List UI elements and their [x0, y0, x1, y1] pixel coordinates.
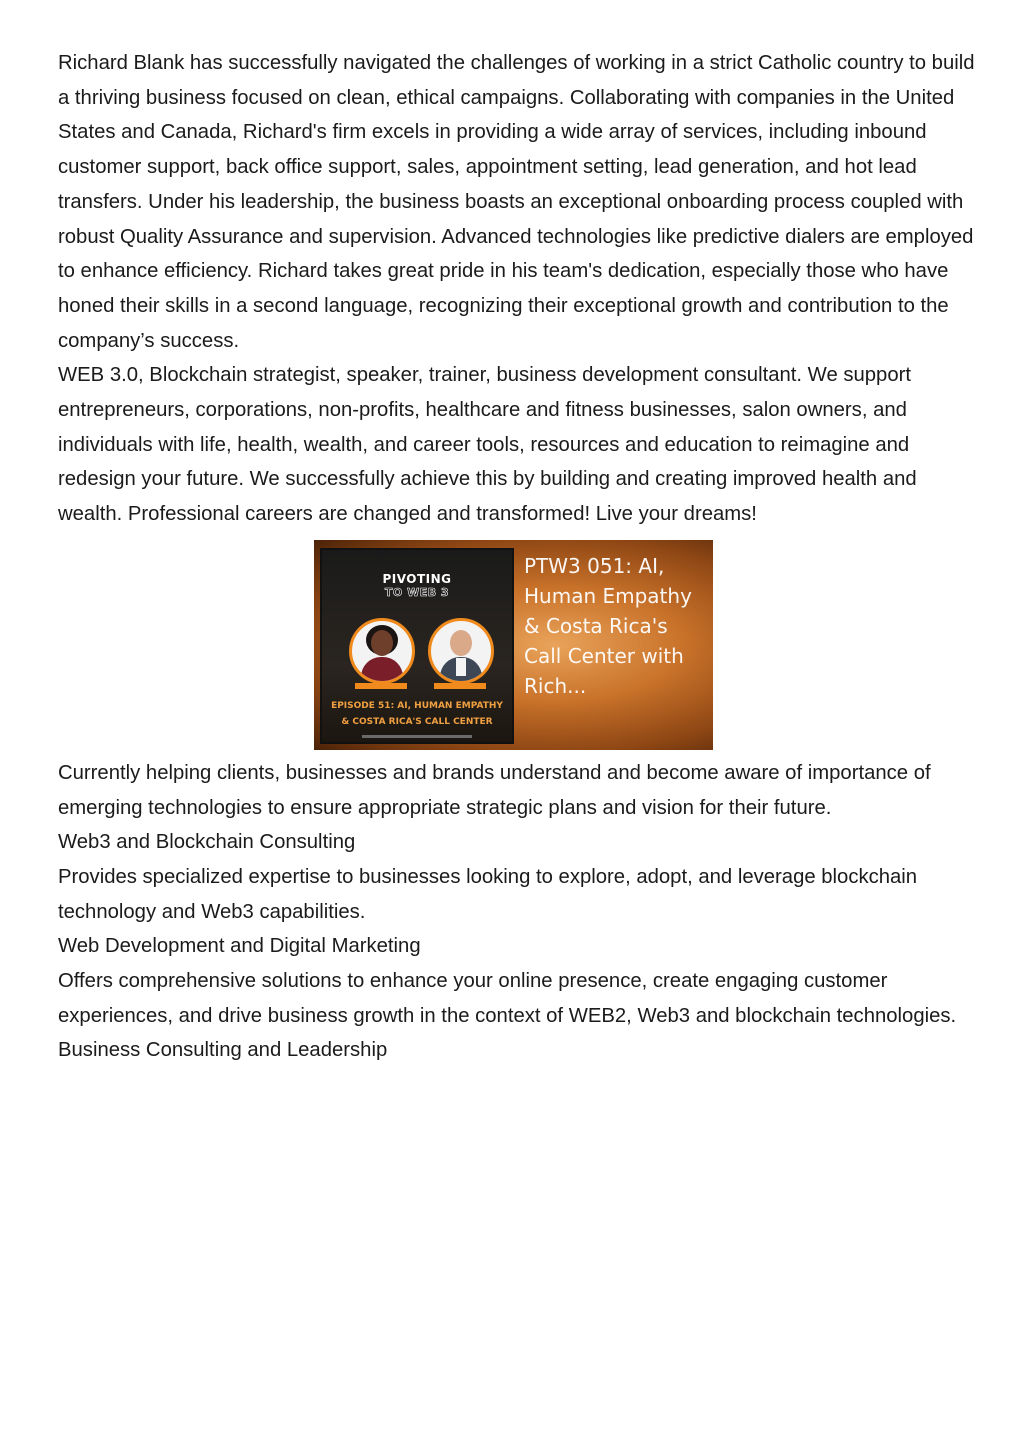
- poster-footer-bar: [362, 735, 472, 738]
- episode-thumbnail-container: [58, 540, 978, 750]
- intro-paragraph: Richard Blank has successfully navigated the challenges of working in a strict Catholic country to build a thriving business focused on clean, ethical campaigns. Collaborating with companies in the United States and Canada, Richard's firm excels in providing a wide array of services, including inbound customer support, back office support, sales, appointment setting, lead generation, and hot lead transfers. Under his leadership, the business boasts an exceptional onboarding process coupled with robust Quality Assurance and supervision. Advanced technologies like predictive dialers are employed to enhance efficiency. Richard takes great pride in his team's dedication, especially those who have honed their skills in a second language, recognizing their exceptional growth and contribution to the company’s success.: [58, 52, 975, 352]
- episode-title: PTW3 051: AI, Human Empathy & Costa Rica's Call Center with Rich...: [524, 553, 692, 698]
- poster-title: PIVOTING: [382, 571, 452, 586]
- service-heading: Web Development and Digital Marketing: [58, 935, 421, 958]
- service-heading: Business Consulting and Leadership: [58, 1039, 388, 1062]
- poster-episode-line1: EPISODE 51: AI, HUMAN EMPATHY: [331, 700, 503, 711]
- document-page: [58, 46, 978, 1068]
- service-description: Provides specialized expertise to businesses looking to explore, adopt, and leverage blockchain technology and Web3 capabilities.: [58, 865, 918, 923]
- service-description: Offers comprehensive solutions to enhance your online presence, create engaging customer experiences, and drive business growth in the context of WEB2, Web3 and blockchain technologies.: [58, 970, 957, 1027]
- podcast-poster: [322, 550, 512, 742]
- poster-episode-line2: & COSTA RICA'S CALL CENTER: [341, 716, 493, 727]
- host-portrait: [349, 618, 415, 684]
- current-paragraph: Currently helping clients, businesses and brands understand and become aware of importance of emerging technologies to ensure appropriate strategic plans and vision for their future.: [58, 761, 931, 819]
- poster-subtitle: TO WEB 3: [384, 585, 450, 599]
- bio-paragraph: WEB 3.0, Blockchain strategist, speaker, trainer, business development consultant. We support entrepreneurs, corporations, non-profits, healthcare and fitness businesses, salon owners, and individuals with life, health, wealth, and career tools, resources and education to reimagine and redesign your future. We successfully achieve this by building and creating improved health and wealth. Professional careers are changed and transformed! Live your dreams!: [58, 364, 917, 526]
- host-nameplate: [355, 683, 407, 689]
- episode-thumbnail[interactable]: [314, 540, 713, 750]
- service-heading: Web3 and Blockchain Consulting: [58, 831, 356, 854]
- guest-portrait: [428, 618, 494, 684]
- guest-nameplate: [434, 683, 486, 689]
- poster-episode-label: [322, 698, 512, 730]
